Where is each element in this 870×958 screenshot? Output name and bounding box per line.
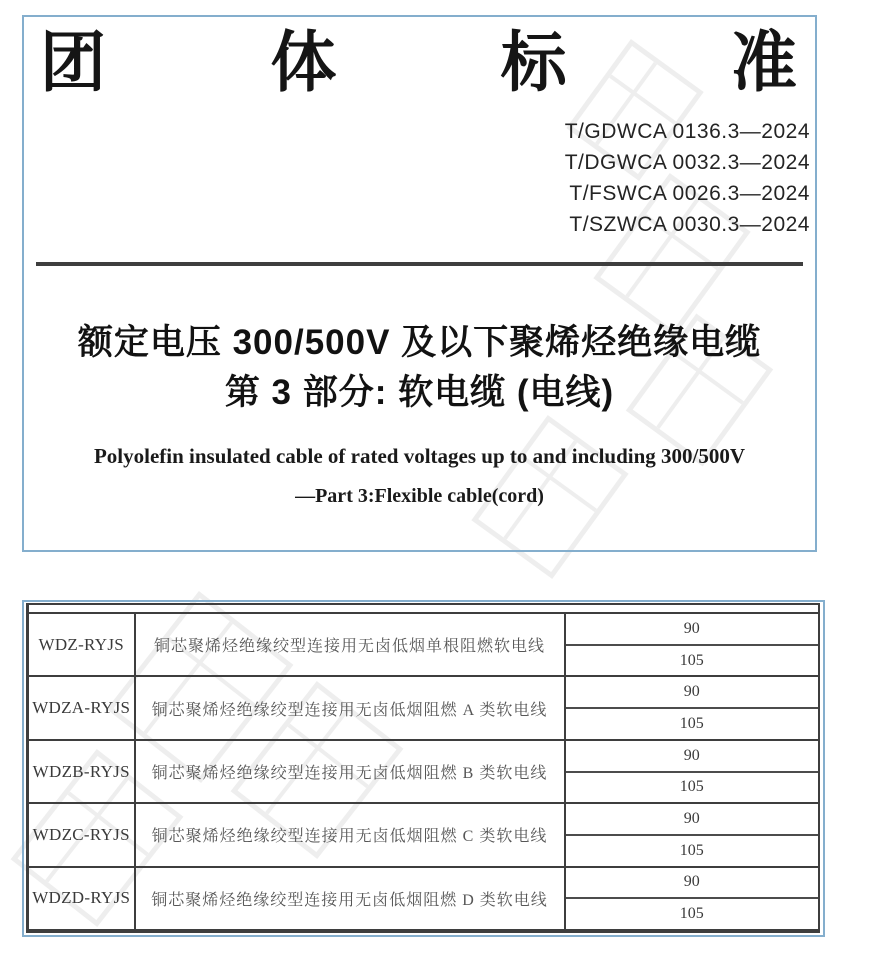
standard-title-en-line2: —Part 3:Flexible cable(cord)	[295, 485, 544, 508]
temp-105-cell: 105	[679, 778, 704, 796]
temperature-cells	[566, 614, 818, 675]
horizontal-rule	[36, 262, 803, 266]
description-cell	[136, 804, 566, 865]
table-row	[29, 804, 818, 867]
standard-number: T/DGWCA 0032.3—2024	[564, 151, 810, 175]
description-text: 铜芯聚烯烃绝缘绞型连接用无卤低烟阻燃 A 类软电线	[151, 701, 548, 719]
table-row	[29, 677, 818, 740]
standard-number-list	[24, 116, 815, 240]
model-text: WDZB-RYJS	[32, 761, 130, 781]
model-cell	[29, 677, 136, 738]
model-text: WDZD-RYJS	[32, 888, 131, 908]
standard-title-line1: 额定电压 300/500V 及以下聚烯烃绝缘电缆	[77, 323, 762, 363]
description-text: 铜芯聚烯烃绝缘绞型连接用无卤低烟阻燃 C 类软电线	[151, 828, 548, 846]
temp-105-cell: 105	[679, 714, 704, 732]
standard-number: T/SZWCA 0030.3—2024	[569, 213, 810, 237]
model-text: WDZC-RYJS	[32, 824, 130, 844]
description-text: 铜芯聚烯烃绝缘绞型连接用无卤低烟阻燃 B 类软电线	[151, 765, 548, 783]
temp-90-cell: 90	[566, 804, 818, 836]
standard-number: T/GDWCA 0136.3—2024	[564, 120, 810, 144]
temp-90-cell: 90	[566, 614, 818, 646]
table-body	[29, 614, 818, 929]
table-row	[29, 741, 818, 804]
standard-title-en-line1: Polyolefin insulated cable of rated voltages up to and including 300/500V	[93, 444, 746, 469]
title-char: 团	[40, 25, 106, 99]
document-type-title	[24, 17, 815, 98]
standard-title-line2: 第 3 部分: 软电缆 (电线)	[224, 373, 615, 413]
model-text: WDZA-RYJS	[32, 698, 131, 718]
description-text: 铜芯聚烯烃绝缘绞型连接用无卤低烟单根阻燃软电线	[153, 638, 545, 656]
model-text: WDZ-RYJS	[38, 634, 124, 654]
temp-105-cell: 105	[679, 905, 704, 923]
cable-model-table	[22, 600, 825, 937]
table-frame	[26, 603, 820, 933]
temperature-cells	[566, 804, 818, 865]
table-row	[29, 614, 818, 677]
standard-title-cn	[24, 318, 815, 418]
description-text: 铜芯聚烯烃绝缘绞型连接用无卤低烟阻燃 D 类软电线	[151, 891, 548, 909]
temperature-cells	[566, 868, 818, 929]
standard-number: T/FSWCA 0026.3—2024	[569, 182, 810, 206]
description-cell	[136, 614, 566, 675]
title-char: 准	[730, 25, 797, 99]
model-cell	[29, 804, 136, 865]
model-cell	[29, 868, 136, 929]
temp-105-cell: 105	[679, 651, 704, 669]
description-cell	[136, 741, 566, 802]
cropped-row-stub	[29, 605, 818, 614]
temp-90-cell: 90	[566, 677, 818, 709]
description-cell	[136, 868, 566, 929]
table-row	[29, 868, 818, 929]
title-char: 体	[270, 25, 337, 99]
model-cell	[29, 614, 136, 675]
temperature-cells	[566, 677, 818, 738]
temp-90-cell: 90	[566, 868, 818, 900]
title-char: 标	[500, 25, 567, 99]
description-cell	[136, 677, 566, 738]
temp-90-cell: 90	[566, 741, 818, 773]
temperature-cells	[566, 741, 818, 802]
standard-cover-box	[22, 15, 817, 552]
temp-105-cell: 105	[679, 841, 704, 859]
model-cell	[29, 741, 136, 802]
